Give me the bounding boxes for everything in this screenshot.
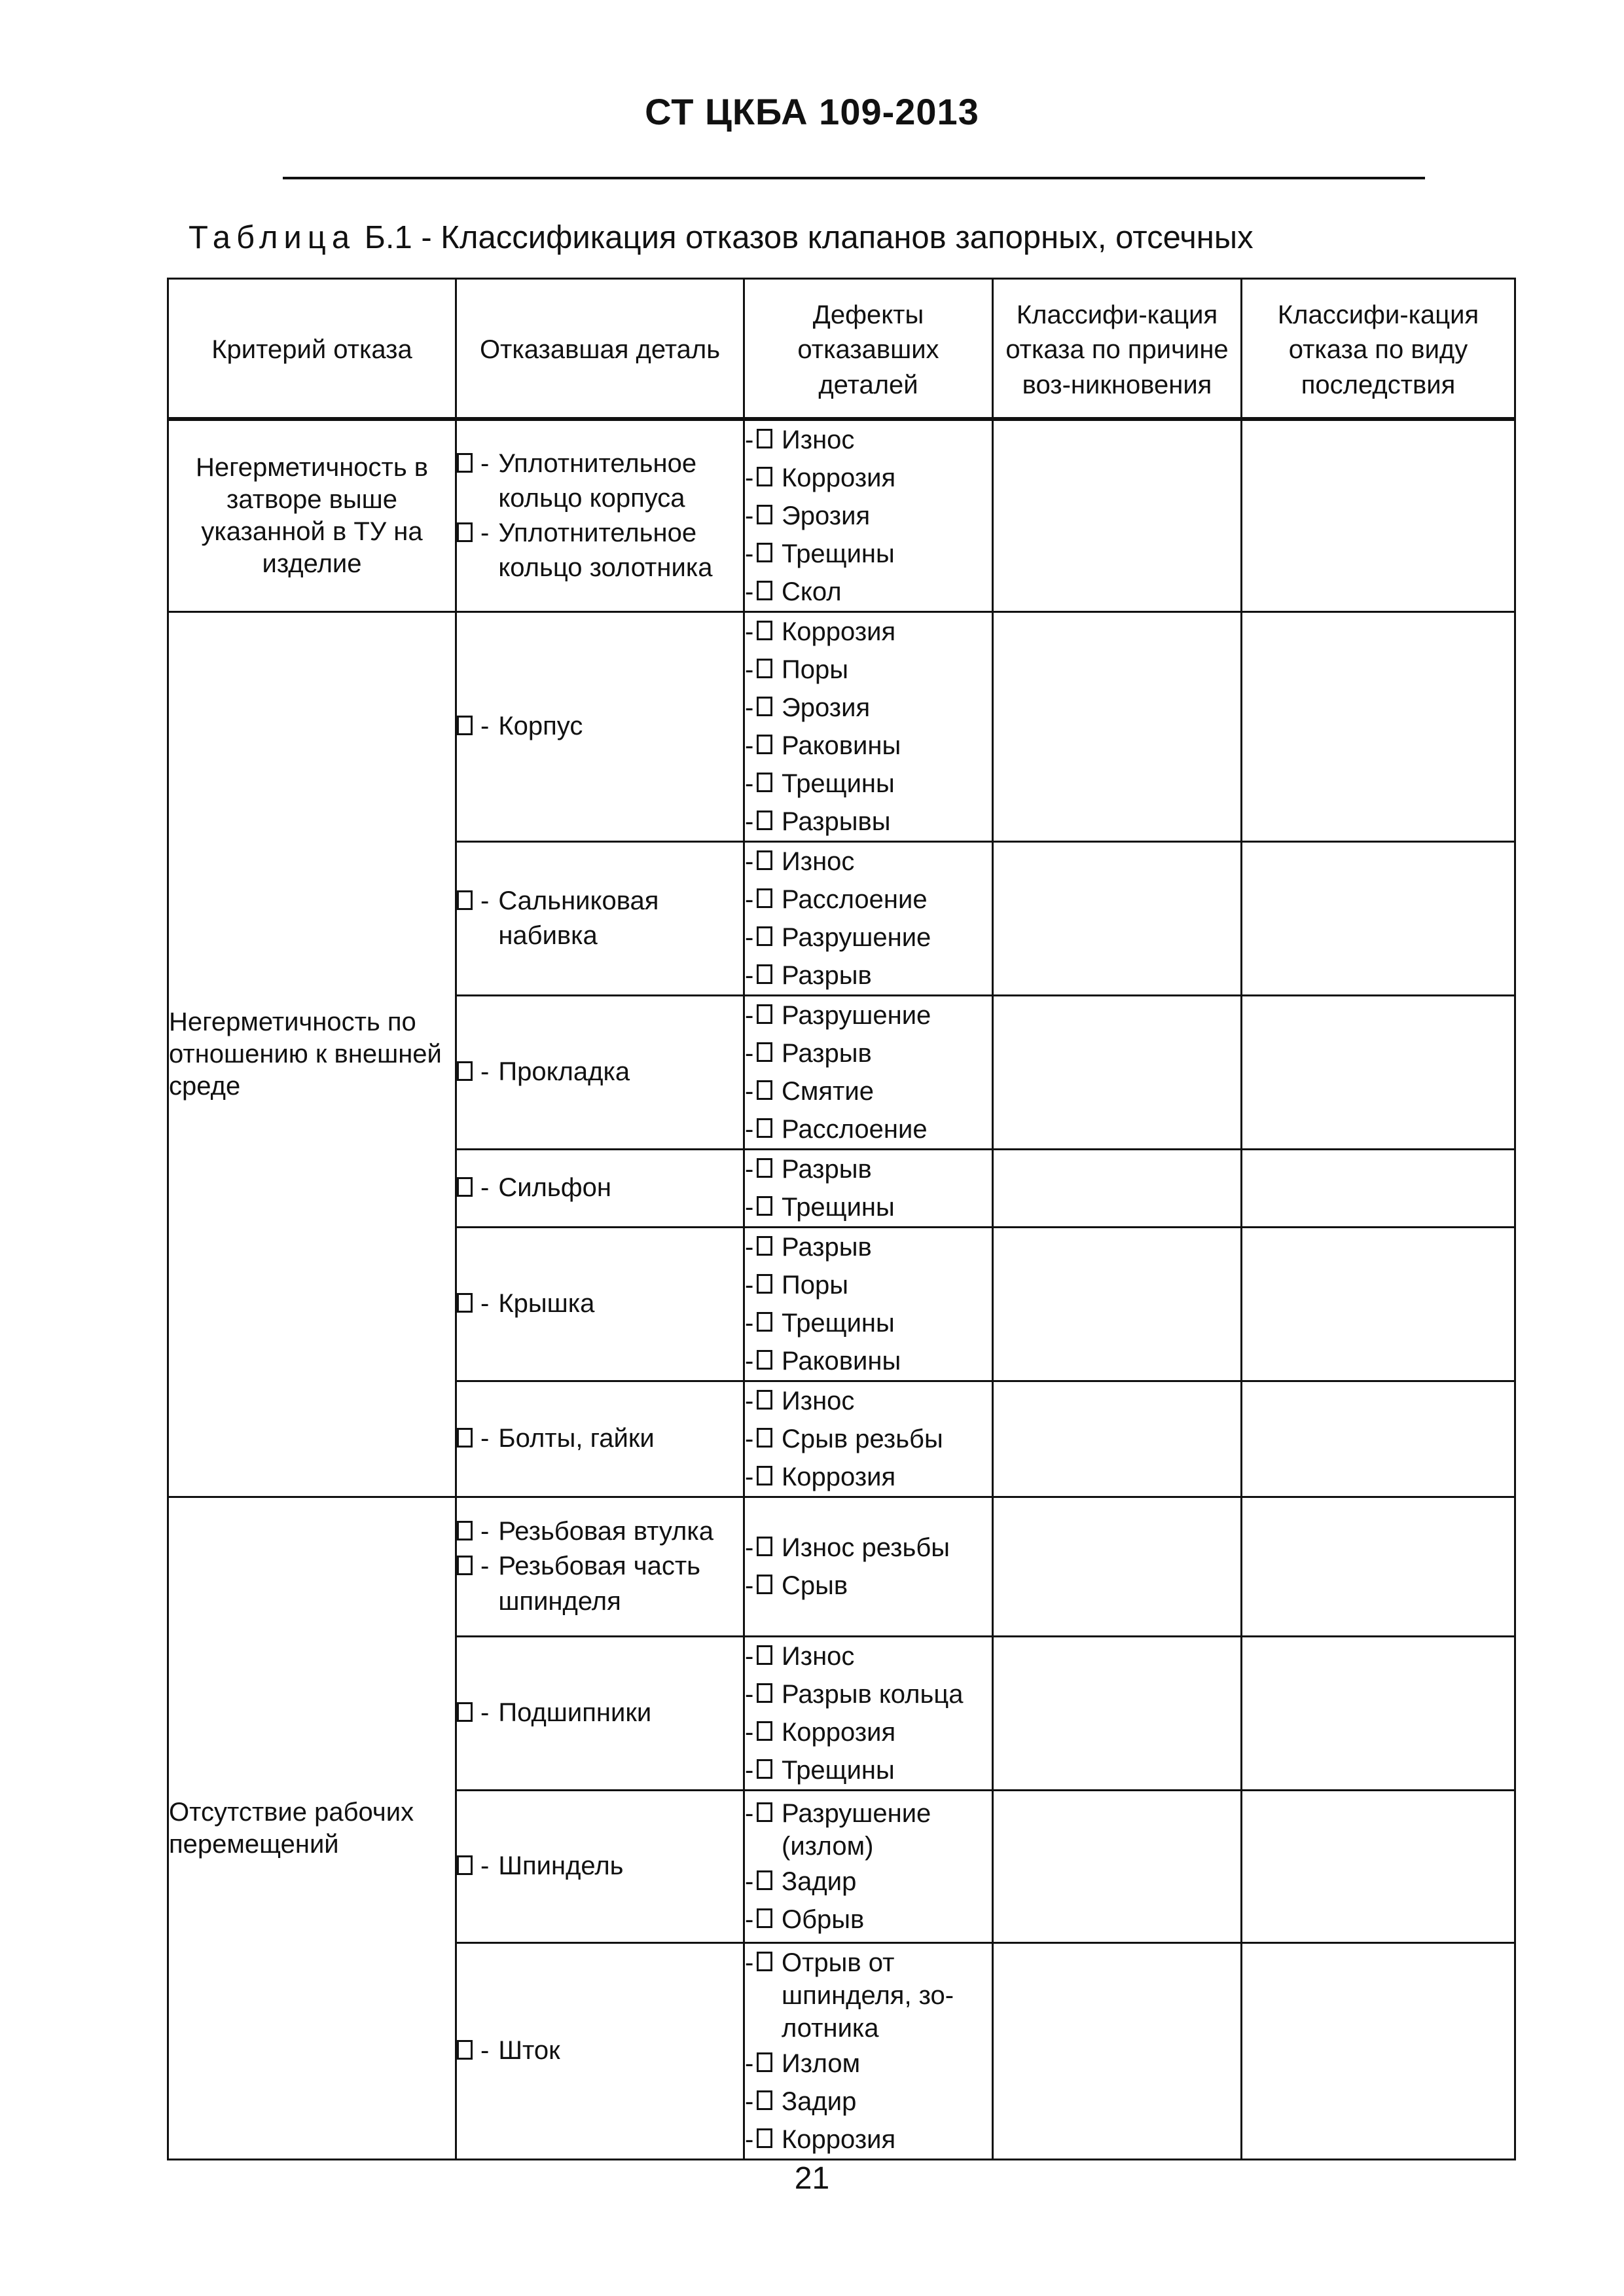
dash-separator: - [745, 1718, 754, 1747]
dash-separator: - [745, 1233, 754, 1262]
dash-separator: - [745, 1642, 754, 1671]
defect-name: Смятие [782, 1077, 874, 1106]
defect-item [745, 957, 992, 994]
defect-name: Задир [782, 1867, 857, 1896]
consequence-classification-cell[interactable] [1242, 1228, 1515, 1381]
dash-separator: - [745, 501, 754, 530]
checkbox-icon[interactable] [757, 543, 772, 562]
criterion-text: Негерметичность по отношению к внешней среде [169, 1008, 442, 1101]
checkbox-icon[interactable] [757, 1575, 772, 1594]
defect-item [745, 1304, 992, 1342]
table-header-row [168, 279, 1515, 420]
dash-separator: - [480, 1424, 490, 1453]
checkbox-icon[interactable] [757, 697, 772, 716]
part-item [457, 1055, 743, 1089]
dash-separator: - [745, 961, 754, 990]
defect-item [745, 535, 992, 573]
defect-item [745, 1034, 992, 1072]
failed-part-cell [456, 419, 744, 612]
failure-classification-table [167, 278, 1516, 2160]
checkbox-icon[interactable] [457, 1855, 473, 1875]
checkbox-icon[interactable] [757, 1428, 772, 1448]
defect-item [745, 651, 992, 689]
checkbox-icon[interactable] [757, 1118, 772, 1138]
defect-name: Излом [782, 2049, 861, 2078]
checkbox-icon[interactable] [457, 1702, 473, 1722]
failed-part-cell [456, 1637, 744, 1791]
defect-name: Коррозия [782, 617, 896, 646]
defect-name: Коррозия [782, 1718, 896, 1747]
defects-cell [744, 1381, 993, 1497]
dash-separator: - [745, 577, 754, 606]
part-item [457, 1421, 743, 1456]
checkbox-icon[interactable] [457, 2040, 473, 2060]
defect-name: Коррозия [782, 2125, 896, 2154]
defect-item [745, 1863, 992, 1901]
defects-cell [744, 1150, 993, 1228]
failed-part-cell [456, 1791, 744, 1943]
defect-name: Срыв резьбы [782, 1425, 943, 1453]
header-consequence-classification: Классифи-кация отказа по виду последствия [1242, 279, 1515, 420]
defects-cell [744, 842, 993, 996]
criterion-cell [168, 419, 456, 612]
dash-separator: - [745, 1571, 754, 1600]
cause-classification-cell[interactable] [993, 1943, 1242, 2160]
checkbox-icon[interactable] [757, 1759, 772, 1779]
defect-item [745, 1382, 992, 1420]
defects-cell [744, 1497, 993, 1637]
checkbox-icon[interactable] [757, 1390, 772, 1410]
part-item [457, 2033, 743, 2068]
defect-name: Отрыв от шпинделя, зо-лотника [782, 1948, 954, 2043]
defect-name: Износ [782, 1642, 855, 1671]
cause-classification-cell[interactable] [993, 1791, 1242, 1943]
dash-separator: - [745, 1077, 754, 1106]
dash-separator: - [745, 1001, 754, 1030]
defect-item [745, 573, 992, 611]
checkbox-icon[interactable] [457, 453, 473, 473]
failed-part-cell [456, 1150, 744, 1228]
dash-separator: - [745, 1271, 754, 1300]
dash-separator: - [745, 1799, 754, 1828]
dash-separator: - [745, 2125, 754, 2154]
checkbox-icon[interactable] [757, 1870, 772, 1890]
dash-separator: - [745, 2049, 754, 2078]
defect-name: Трещины [782, 1756, 895, 1785]
defect-item [745, 1110, 992, 1148]
dash-separator: - [480, 1698, 490, 1728]
defect-name: Трещины [782, 1193, 895, 1222]
checkbox-icon[interactable] [457, 1556, 473, 1575]
cause-classification-cell[interactable] [993, 1637, 1242, 1791]
defect-item [745, 1458, 992, 1496]
cause-classification-cell[interactable] [993, 419, 1242, 612]
defect-item [745, 1342, 992, 1380]
defect-item [745, 765, 992, 803]
cause-classification-cell[interactable] [993, 612, 1242, 842]
caption-label: Таблица [189, 220, 356, 255]
consequence-classification-cell[interactable] [1242, 1943, 1515, 2160]
defect-item [745, 1944, 992, 2045]
dash-separator: - [480, 448, 490, 478]
header-failed-part: Отказавшая деталь [456, 279, 744, 420]
part-name: Сальниковая набивка [498, 886, 659, 950]
defect-item [745, 1901, 992, 1939]
part-item [457, 1171, 743, 1205]
defect-name: Разрывы [782, 807, 891, 836]
dash-separator: - [745, 693, 754, 722]
defect-item [745, 1529, 992, 1567]
defect-item [745, 1188, 992, 1226]
defect-name: Трещины [782, 539, 895, 568]
dash-separator: - [745, 1039, 754, 1068]
dash-separator: - [480, 1057, 490, 1087]
dash-separator: - [745, 847, 754, 876]
dash-separator: - [745, 1115, 754, 1144]
part-item [457, 1696, 743, 1730]
dash-separator: - [745, 1680, 754, 1709]
checkbox-icon[interactable] [757, 926, 772, 946]
defect-name: Эрозия [782, 693, 871, 722]
dash-separator: - [745, 1463, 754, 1491]
defects-cell [744, 1791, 993, 1943]
checkbox-icon[interactable] [757, 621, 772, 640]
dash-separator: - [745, 1309, 754, 1338]
defect-name: Разрыв кольца [782, 1680, 964, 1709]
checkbox-icon[interactable] [757, 1645, 772, 1665]
part-item [457, 1286, 743, 1321]
checkbox-icon[interactable] [757, 2128, 772, 2148]
defect-name: Расслоение [782, 1115, 928, 1144]
defect-name: Задир [782, 2087, 857, 2116]
defect-item [745, 2121, 992, 2159]
part-item [457, 884, 743, 953]
cause-classification-cell[interactable] [993, 1381, 1242, 1497]
failed-part-cell [456, 1943, 744, 2160]
defect-name: Износ [782, 1387, 855, 1415]
part-name: Корпус [498, 712, 583, 741]
defect-name: Трещины [782, 1309, 895, 1338]
dash-separator: - [745, 807, 754, 836]
dash-separator: - [480, 519, 490, 547]
checkbox-icon[interactable] [457, 716, 473, 735]
part-name: Крышка [498, 1289, 595, 1319]
defects-cell [744, 1637, 993, 1791]
checkbox-icon[interactable] [757, 2052, 772, 2072]
checkbox-icon[interactable] [457, 1177, 473, 1197]
part-name: Резьбовая часть шпинделя [498, 1552, 701, 1616]
consequence-classification-cell[interactable] [1242, 1637, 1515, 1791]
dash-separator: - [745, 1533, 754, 1562]
defect-item [745, 2083, 992, 2121]
defect-item [745, 689, 992, 727]
checkbox-icon[interactable] [757, 1683, 772, 1703]
part-item [457, 1849, 743, 1884]
dash-separator: - [745, 923, 754, 952]
part-item [457, 1549, 743, 1618]
dash-separator: - [480, 2036, 490, 2066]
defect-name: Раковины [782, 1347, 901, 1376]
dash-separator: - [480, 1552, 490, 1581]
failed-part-cell [456, 1497, 744, 1637]
checkbox-icon[interactable] [757, 964, 772, 984]
dash-separator: - [480, 712, 490, 741]
dash-separator: - [745, 1948, 754, 1977]
page-number: 21 [794, 2161, 830, 2196]
checkbox-icon[interactable] [757, 581, 772, 600]
consequence-classification-cell[interactable] [1242, 1497, 1515, 1637]
checkbox-icon[interactable] [757, 1274, 772, 1294]
checkbox-icon[interactable] [757, 1080, 772, 1100]
failed-part-cell [456, 1228, 744, 1381]
defect-name: Обрыв [782, 1905, 865, 1934]
part-name: Прокладка [498, 1057, 630, 1087]
defect-item [745, 613, 992, 651]
dash-separator: - [480, 1851, 490, 1881]
cause-classification-cell[interactable] [993, 1150, 1242, 1228]
defect-item [745, 421, 992, 459]
checkbox-icon[interactable] [757, 1236, 772, 1256]
defect-item [745, 843, 992, 881]
defect-name: Разрыв [782, 1155, 872, 1184]
defects-cell [744, 612, 993, 842]
checkbox-icon[interactable] [757, 850, 772, 870]
failed-part-cell [456, 842, 744, 996]
checkbox-icon[interactable] [757, 1004, 772, 1024]
criterion-text: Негерметичность в затворе выше указанной в ТУ на изделие [195, 453, 429, 578]
dash-separator: - [745, 1425, 754, 1453]
defect-name: Разрыв [782, 1039, 872, 1068]
defect-item [745, 1072, 992, 1110]
defect-item [745, 919, 992, 957]
table-caption [189, 219, 1254, 256]
failed-part-cell [456, 612, 744, 842]
dash-separator: - [745, 655, 754, 684]
checkbox-icon[interactable] [757, 1196, 772, 1216]
cause-classification-cell[interactable] [993, 1497, 1242, 1637]
header-rule [283, 177, 1425, 179]
defect-name: Разрушение [782, 1001, 931, 1030]
part-item [457, 709, 743, 744]
checkbox-icon[interactable] [757, 1537, 772, 1556]
checkbox-icon[interactable] [757, 1952, 772, 1971]
part-item [457, 516, 743, 585]
failed-part-cell [456, 996, 744, 1150]
dash-separator: - [480, 1173, 490, 1203]
defect-name: Поры [782, 655, 848, 684]
consequence-classification-cell[interactable] [1242, 996, 1515, 1150]
dash-separator: - [745, 426, 754, 454]
defect-item [745, 1675, 992, 1713]
cause-classification-cell[interactable] [993, 996, 1242, 1150]
defect-item [745, 1150, 992, 1188]
dash-separator: - [745, 2087, 754, 2116]
defect-item [745, 2045, 992, 2083]
checkbox-icon[interactable] [757, 888, 772, 908]
consequence-classification-cell[interactable] [1242, 612, 1515, 842]
failed-part-cell [456, 1381, 744, 1497]
table-row [168, 1497, 1515, 1637]
dash-separator: - [745, 1387, 754, 1415]
dash-separator: - [745, 1756, 754, 1785]
defects-cell [744, 1943, 993, 2160]
defect-name: Коррозия [782, 1463, 896, 1491]
checkbox-icon[interactable] [457, 1061, 473, 1081]
document-header: СТ ЦКБА 109-2013 [645, 91, 979, 132]
part-name: Шток [498, 2036, 560, 2066]
checkbox-icon[interactable] [757, 1312, 772, 1332]
checkbox-icon[interactable] [757, 467, 772, 486]
dash-separator: - [745, 731, 754, 760]
part-name: Болты, гайки [498, 1424, 655, 1453]
defect-name: Эрозия [782, 501, 871, 530]
dash-separator: - [745, 1905, 754, 1934]
dash-separator: - [745, 885, 754, 914]
checkbox-icon[interactable] [757, 1042, 772, 1062]
consequence-classification-cell[interactable] [1242, 1381, 1515, 1497]
dash-separator: - [480, 886, 490, 915]
criterion-cell [168, 612, 456, 1497]
part-item [457, 446, 743, 516]
defect-name: Расслоение [782, 885, 928, 914]
part-item [457, 1514, 743, 1549]
consequence-classification-cell[interactable] [1242, 1150, 1515, 1228]
header-criterion: Критерий отказа [168, 279, 456, 420]
defect-name: Раковины [782, 731, 901, 760]
defect-item [745, 497, 992, 535]
defect-item [745, 996, 992, 1034]
dash-separator: - [480, 1289, 490, 1319]
checkbox-icon[interactable] [757, 2090, 772, 2110]
table-row [168, 419, 1515, 612]
defect-name: Износ [782, 426, 855, 454]
part-name: Уплотнительное кольцо золотника [498, 519, 713, 583]
defect-name: Разрыв [782, 1233, 872, 1262]
dash-separator: - [745, 1347, 754, 1376]
defect-item [745, 881, 992, 919]
table-body [168, 419, 1515, 2160]
defect-item [745, 803, 992, 841]
dash-separator: - [745, 1155, 754, 1184]
checkbox-icon[interactable] [757, 1908, 772, 1928]
checkbox-icon[interactable] [757, 735, 772, 754]
part-name: Сильфон [498, 1173, 611, 1203]
part-name: Подшипники [498, 1698, 652, 1728]
checkbox-icon[interactable] [757, 1350, 772, 1370]
defect-name: Разрушение [782, 923, 931, 952]
defect-name: Трещины [782, 769, 895, 798]
defect-item [745, 1228, 992, 1266]
dash-separator: - [745, 617, 754, 646]
table-row [168, 612, 1515, 842]
defect-name: Срыв [782, 1571, 848, 1600]
checkbox-icon[interactable] [757, 1158, 772, 1178]
dash-separator: - [745, 769, 754, 798]
dash-separator: - [745, 1867, 754, 1896]
checkbox-icon[interactable] [457, 1293, 473, 1313]
defect-item [745, 1713, 992, 1751]
defect-name: Разрыв [782, 961, 872, 990]
defect-name: Износ [782, 847, 855, 876]
defect-name: Коррозия [782, 464, 896, 492]
defect-item [745, 1567, 992, 1605]
defect-name: Поры [782, 1271, 848, 1300]
dash-separator: - [745, 539, 754, 568]
defect-item [745, 459, 992, 497]
defect-name: Разрушение (излом) [782, 1799, 931, 1861]
defect-item [745, 1637, 992, 1675]
header-defects: Дефекты отказавших деталей [744, 279, 993, 420]
checkbox-icon[interactable] [757, 659, 772, 678]
checkbox-icon[interactable] [757, 811, 772, 830]
defect-item [745, 1420, 992, 1458]
part-name: Уплотнительное кольцо корпуса [498, 448, 697, 513]
defect-item [745, 1795, 992, 1863]
defect-name: Износ резьбы [782, 1533, 950, 1562]
defect-item [745, 1266, 992, 1304]
consequence-classification-cell[interactable] [1242, 1791, 1515, 1943]
part-name: Шпиндель [498, 1851, 624, 1881]
defects-cell [744, 1228, 993, 1381]
cause-classification-cell[interactable] [993, 1228, 1242, 1381]
checkbox-icon[interactable] [457, 890, 473, 910]
checkbox-icon[interactable] [757, 1466, 772, 1485]
checkbox-icon[interactable] [457, 522, 473, 542]
caption-title: Б.1 - Классификация отказов клапанов запорных, отсечных [355, 220, 1254, 255]
defects-cell [744, 996, 993, 1150]
criterion-cell [168, 1497, 456, 2160]
defect-item [745, 1751, 992, 1789]
dash-separator: - [745, 1193, 754, 1222]
checkbox-icon[interactable] [757, 773, 772, 792]
header-cause-classification: Классифи-кация отказа по причине воз-никновения [993, 279, 1242, 420]
defect-name: Скол [782, 577, 842, 606]
consequence-classification-cell[interactable] [1242, 842, 1515, 996]
checkbox-icon[interactable] [757, 1721, 772, 1741]
part-name: Резьбовая втулка [498, 1517, 713, 1546]
checkbox-icon[interactable] [757, 505, 772, 524]
checkbox-icon[interactable] [757, 1802, 772, 1822]
checkbox-icon[interactable] [457, 1428, 473, 1448]
criterion-text: Отсутствие рабочих перемещений [169, 1797, 414, 1859]
checkbox-icon[interactable] [457, 1521, 473, 1540]
defects-cell [744, 419, 993, 612]
consequence-classification-cell[interactable] [1242, 419, 1515, 612]
dash-separator: - [745, 464, 754, 492]
checkbox-icon[interactable] [757, 429, 772, 448]
cause-classification-cell[interactable] [993, 842, 1242, 996]
defect-item [745, 727, 992, 765]
dash-separator: - [480, 1517, 490, 1546]
